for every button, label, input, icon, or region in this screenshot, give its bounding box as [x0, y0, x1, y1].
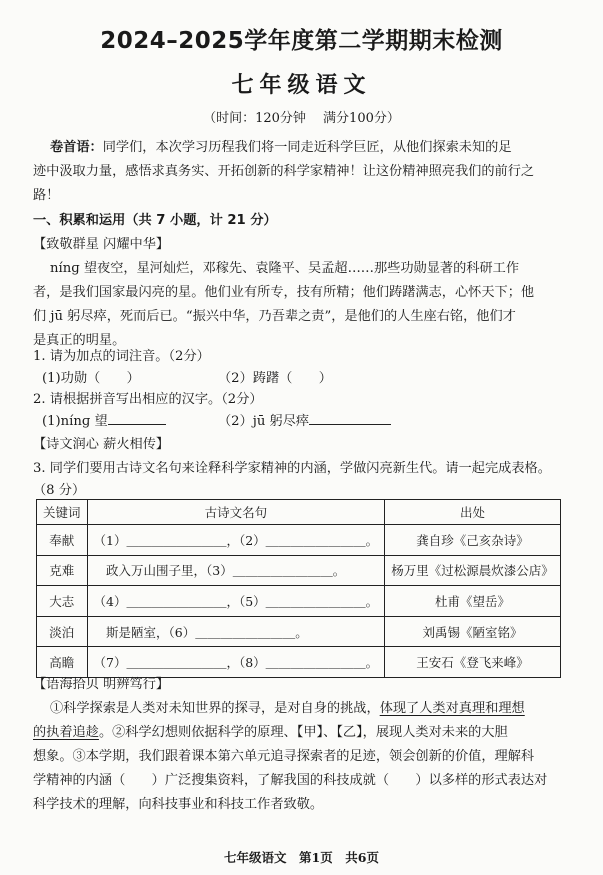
- answer-blank[interactable]: [309, 412, 391, 425]
- question-3-line-2: （8 分）: [33, 483, 86, 498]
- topic-heading-1: 【致敬群星 闪耀中华】: [33, 237, 170, 252]
- row-sentence[interactable]: （4）＿＿＿＿＿＿＿＿，（5）＿＿＿＿＿＿＿＿。: [87, 586, 385, 617]
- section-heading: 一、积累和运用（共 7 小题，计 21 分）: [33, 213, 277, 228]
- row-keyword: 克难: [37, 555, 88, 586]
- row-keyword: 奉献: [37, 525, 88, 556]
- question-2-part-1: (1)nínɡ 望: [42, 410, 166, 429]
- header-keyword: 关键词: [37, 500, 88, 525]
- underlined-phrase: 体现了人类对真理和理想: [379, 701, 525, 716]
- passage2-line-2: 的执着追趁。②科学幻想则依据科学的原理、【甲】、【乙】，展现人类对未来的大胆: [33, 725, 508, 740]
- row-sentence[interactable]: 政入万山围子里，（3）＿＿＿＿＿＿＿＿。: [87, 555, 385, 586]
- table-row: [37, 525, 561, 556]
- row-keyword: 高瞻: [37, 647, 88, 678]
- exam-title: 2024–2025学年度第二学期期末检测: [100, 28, 503, 54]
- passage-line-2: 者，是我们国家最闪亮的星。他们业有所专，技有所精；他们踌躇满志，心怀天下；他: [33, 285, 535, 300]
- page-footer: 七年级语文 第1页 共6页: [224, 850, 379, 865]
- passage2-line-4: 学精神的内涵（ ）广泛搜集资料，了解我国的科技成就（ ）以多样的形式表达对: [33, 773, 548, 788]
- row-sentence[interactable]: 斯是陋室，（6）＿＿＿＿＿＿＿＿。: [87, 616, 385, 647]
- passage2-line-5: 科学技术的理解，向科技事业和科技工作者致敬。: [33, 797, 324, 812]
- table-row: [37, 616, 561, 647]
- row-source: 龚自珍《己亥杂诗》: [385, 525, 561, 556]
- topic-heading-3: 【语海拾贝 明辨笃行】: [33, 677, 170, 692]
- row-source: 王安石《登飞来峰》: [385, 647, 561, 678]
- preface-line-3: 路！: [33, 188, 60, 203]
- row-sentence[interactable]: （1）＿＿＿＿＿＿＿＿，（2）＿＿＿＿＿＿＿＿。: [87, 525, 385, 556]
- row-source: 杜甫《望岳》: [385, 586, 561, 617]
- preface-label: 卷首语：: [50, 140, 103, 155]
- question-2-part-2: （2）jū 躬尽瘁: [218, 410, 391, 429]
- header-source: 出处: [385, 500, 561, 525]
- question-1-part-1: (1)功勋（ ）: [42, 371, 140, 386]
- preface-line-2: 迹中汲取力量，感悟求真务实、开拓创新的科学家精神！让这份精神照亮我们的前行之: [33, 164, 535, 179]
- answer-blank[interactable]: [108, 412, 166, 425]
- poem-table: [36, 499, 561, 678]
- row-source: 刘禹锡《陋室铭》: [385, 616, 561, 647]
- exam-subject: 七年级语文: [231, 73, 372, 98]
- table-header-row: [37, 500, 561, 525]
- question-3-line-1: 3. 同学们要用古诗文名句来诠释科学家精神的内涵，学做闪亮新生代。请一起完成表格。: [33, 461, 551, 476]
- underlined-phrase: 的执着追趁: [33, 725, 99, 740]
- preface-line-1: 卷首语：同学们，本次学习历程我们将一同走近科学巨匠，从他们探索未知的足: [50, 140, 512, 155]
- row-source: 杨万里《过松源晨炊漆公店》: [385, 555, 561, 586]
- question-1-part-2: （2）踌躇（ ）: [218, 371, 332, 386]
- row-keyword: 淡泊: [37, 616, 88, 647]
- row-keyword: 大志: [37, 586, 88, 617]
- time-info: （时间：120分钟 满分100分）: [203, 111, 400, 126]
- passage-line-1: nínɡ 望夜空，星河灿烂，邓稼先、袁隆平、吴孟超……那些功勋显著的科研工作: [50, 261, 520, 276]
- passage2-line-1: ①科学探索是人类对未知世界的探寻，是对自身的挑战，体现了人类对真理和理想: [50, 701, 525, 716]
- passage2-line-3: 想象。③本学期，我们跟着课本第六单元追寻探索者的足迹，领会创新的价值，理解科: [33, 749, 535, 764]
- question-2: 2. 请根据拼音写出相应的汉字。（2分）: [33, 392, 263, 407]
- row-sentence[interactable]: （7）＿＿＿＿＿＿＿＿，（8）＿＿＿＿＿＿＿＿。: [87, 647, 385, 678]
- header-sentence: 古诗文名句: [87, 500, 385, 525]
- table-row: [37, 555, 561, 586]
- passage-line-4: 是真正的明星。: [33, 333, 126, 348]
- table-row: [37, 586, 561, 617]
- question-1: 1. 请为加点的词注音。（2分）: [33, 349, 210, 364]
- passage-line-3: 们 jū 躬尽瘁，死而后已。“振兴中华，乃吾辈之责”，是他们的人生座右铭，他们才: [33, 309, 516, 324]
- topic-heading-2: 【诗文润心 薪火相传】: [33, 437, 170, 452]
